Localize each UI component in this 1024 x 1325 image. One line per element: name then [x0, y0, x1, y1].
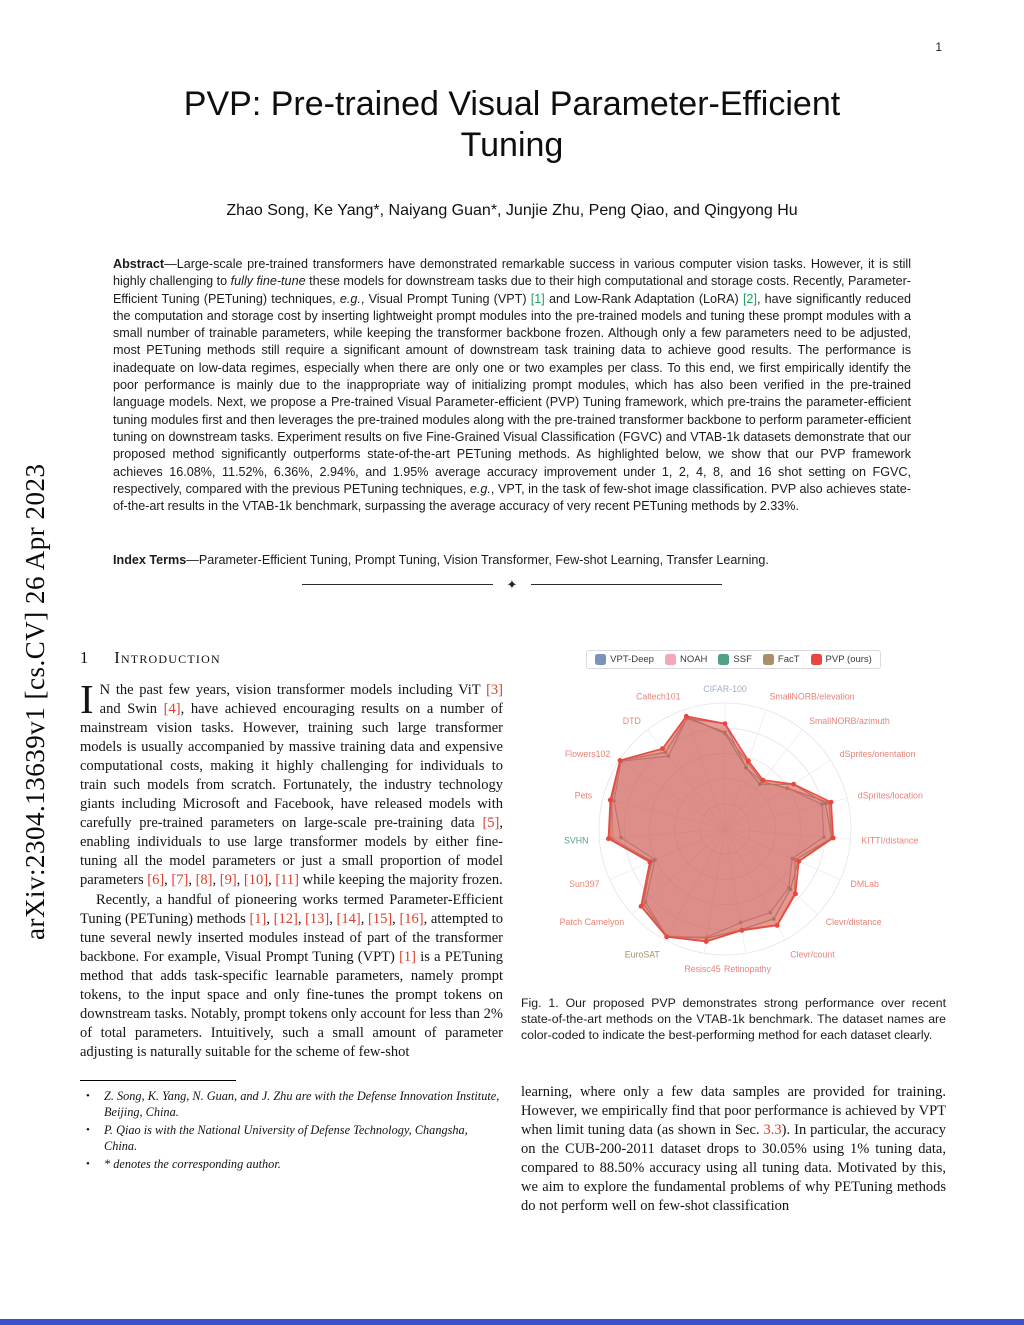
radar-point	[704, 939, 709, 944]
radar-point	[606, 836, 611, 841]
abstract-paragraph: Abstract—Large-scale pre-trained transformers have demonstrated remarkable success in various computer vision tasks. However, it is still highly challenging to fully fine-tune these models for downstream tasks due to their high computational and storage costs. Recently, Parameter-Efficient Tuning (PETuning) techniques, e.g., Visual Prompt Tuning (VPT) [1] and Low-Rank Adaptation (LoRA) [2], have significantly reduced the computation and storage cost by inserting lightweight prompt modules into the pre-trained models and tuning these prompt modules with a small number of trainable parameters, while keeping the transformer backbone frozen. Although only a few parameters need to be adjusted, most PETuning methods still require a significant amount of downstream task training data to achieve good results. The performance is inadequate on low-data regimes, especially when there are only one or two examples per class. To this end, we first empirically identify the poor performance is mainly due to the inappropriate way of initializing prompt modules, which has also been verified in the pre-trained language models. Next, we propose a Pre-trained Visual Parameter-efficient (PVP) Tuning framework, which pre-trains the parameter-efficient tuning modules first and then leverages the pre-trained modules along with the pre-trained transformer backbone to perform parameter-efficient tuning on downstream tasks. Experiment results on five Fine-Grained Visual Classification (FGVC) and VTAB-1k datasets demonstrate that our proposed method significantly outperforms state-of-the-art PETuning methods. As highlighted below, we show that our PVP framework achieves 16.08%, 11.52%, 6.36%, 2.94%, and 1.95% average accuracy improvement under 1, 2, 4, 8, and 16 shot setting on FGVC, respectively, compared with the previous PETuning techniques, e.g., VPT, in the task of few-shot image classification. PVP also achieves state-of-the-art results in the VTAB-1k benchmark, surpassing the average accuracy of very recent PETuning methods by 2.33%.	[113, 257, 911, 514]
footnote-rule	[80, 1080, 236, 1081]
left-column	[80, 648, 503, 1176]
citation-link[interactable]: [5]	[482, 815, 500, 831]
footnote-text: Z. Song, K. Yang, N. Guan, and J. Zhu are with the Defense Innovation Institute, Beijing, China.	[104, 1089, 500, 1119]
legend-box	[586, 650, 881, 669]
citation-link[interactable]: [4]	[163, 701, 181, 717]
citation-link[interactable]: [7]	[171, 872, 189, 888]
radar-category-label: Resisc45	[684, 964, 721, 975]
radar-category-label: KITTI/distance	[861, 835, 919, 846]
legend-label: VPT-Deep	[610, 654, 654, 665]
intro-paragraph-2: Recently, a handful of pioneering works termed Parameter-Efficient Tuning (PETuning) methods [1], [12], [13], [14], [15], [16], attempted to tune several newly inserted modules instead of part of the transformer backbone. For example, Visual Prompt Tuning (VPT) [1] is a PETuning method that adds task-specific learnable parameters, namely prompt tokens, to the input space and only fine-tunes the prompt tokens on downstream tasks. Notably, prompt tokens only account for less than 2% of total parameters. Intuitively, such a small amount of parameter adjusting is naturally suitable for the scheme of few-shot	[80, 892, 504, 1060]
bottom-blue-strip	[0, 1319, 1024, 1325]
radar-category-label: DTD	[622, 715, 641, 726]
intro-paragraph-1	[80, 676, 503, 890]
radar-point	[608, 798, 613, 803]
radar-category-label: dSprites/location	[857, 790, 923, 801]
citation-link[interactable]: [14]	[336, 911, 361, 927]
legend-item	[595, 654, 654, 665]
radar-category-label: Clevr/distance	[825, 916, 882, 927]
citation-link[interactable]: [1]	[399, 949, 416, 965]
radar-category-label: dSprites/orientation	[839, 749, 916, 760]
citation-link[interactable]: [2]	[742, 291, 757, 306]
citation-link[interactable]: [1]	[249, 911, 267, 927]
arxiv-watermark: arXiv:2304.13639v1 [cs.CV] 26 Apr 2023	[20, 463, 50, 940]
radar-category-label: EuroSAT	[624, 949, 660, 960]
section-title: Introduction	[114, 648, 221, 667]
radar-point	[761, 778, 766, 783]
radar-point	[793, 892, 798, 897]
radar-point	[618, 758, 623, 763]
radar-category-label: Clevr/count	[790, 949, 835, 960]
radar-point	[829, 800, 834, 805]
radar-point	[740, 928, 745, 933]
right-column	[521, 648, 946, 1216]
footnote-item	[80, 1123, 503, 1154]
radar-category-label: SmallNORB/azimuth	[809, 715, 890, 726]
footnote-item	[80, 1089, 503, 1120]
diamond-icon: ✦	[506, 577, 518, 592]
radar-point	[746, 758, 751, 763]
citation-link[interactable]: [3]	[486, 682, 503, 698]
radar-category-label: Patch Camelyon	[559, 916, 625, 927]
legend-color-chip	[763, 654, 774, 665]
radar-point	[831, 836, 836, 841]
radar-point	[660, 746, 665, 751]
authors-line: Zhao Song, Ke Yang*, Naiyang Guan*, Junjie Zhu, Peng Qiao, and Qingyong Hu	[226, 202, 798, 219]
figure-1	[521, 650, 946, 1043]
citation-link[interactable]: [16]	[399, 911, 424, 927]
intro-paragraph-1-text: N the past few years, vision transformer models including ViT [3] and Swin [4], have achieved encouraging results on a number of mainstream vision tasks. However, training such large transformer models is usually accompanied by massive training data and expensive computational costs, making it highly challenging for individuals to train such models from scratch. Fortunately, the industry technology giants including Microsoft and Facebook, have released models with carefully pre-trained parameters on large-scale pre-training data [5], enabling individuals to use large transformer models by either fine-tuning all the model parameters or just a small proportion of model parameters [6], [7], [8], [9], [10], [11] while keeping the majority frozen.	[80, 682, 503, 888]
radar-point	[684, 714, 689, 719]
citation-link[interactable]: [13]	[305, 911, 330, 927]
radar-category-label: Flowers102	[564, 749, 611, 760]
divider-line	[531, 584, 722, 585]
radar-category-label: Caltech101	[635, 691, 681, 702]
radar-point	[664, 935, 669, 940]
citation-link[interactable]: 3.3	[763, 1122, 782, 1138]
footnote-text: * denotes the corresponding author.	[104, 1157, 281, 1171]
radar-point	[639, 904, 644, 909]
legend-item	[718, 654, 751, 665]
radar-point	[723, 721, 728, 726]
citation-link[interactable]: [11]	[275, 872, 299, 888]
radar-category-label: SVHN	[564, 835, 589, 846]
citation-link[interactable]: [12]	[273, 911, 298, 927]
legend-label: FacT	[777, 654, 800, 665]
legend-label: NOAH	[679, 654, 708, 665]
citation-link[interactable]: [10]	[243, 872, 269, 888]
legend-item	[665, 654, 707, 665]
drop-cap: I	[80, 676, 94, 722]
radar-chart	[521, 669, 946, 989]
citation-link[interactable]: [8]	[195, 872, 213, 888]
legend-color-chip	[718, 654, 729, 665]
footnote-list	[80, 1089, 503, 1173]
figure-legend	[521, 650, 946, 669]
right-paragraph-1: learning, where only a few data samples are provided for training. However, we empirically find that poor performance is achieved by VPT when limit tuning data (as shown in Sec. 3.3). In particular, the accuracy on the CUB-200-2011 dataset drops to 30.05% using 1% tuning data, compared to 88.50% accuracy using all tuning data. Motivated by this, we aim to explore the fundamental problems of why PETuning methods do not perform well on few-shot classification	[521, 1084, 946, 1214]
bullet-icon: •	[86, 1090, 90, 1102]
page-number: 1	[935, 40, 942, 54]
legend-color-chip	[665, 654, 676, 665]
footnote-text: P. Qiao is with the National University of Defense Technology, Changsha, China.	[104, 1123, 468, 1153]
legend-label: SSF	[733, 654, 752, 665]
bullet-icon: •	[86, 1124, 90, 1136]
legend-item	[763, 654, 800, 665]
citation-link[interactable]: [9]	[219, 872, 237, 888]
citation-link[interactable]: [15]	[368, 911, 393, 927]
legend-color-chip	[811, 654, 822, 665]
index-terms: Index Terms—Parameter-Efficient Tuning, Prompt Tuning, Vision Transformer, Few-shot Learning, Transfer Learning.	[113, 553, 769, 567]
radar-category-label: DMLab	[850, 879, 879, 889]
legend-color-chip	[595, 654, 606, 665]
radar-point	[647, 860, 652, 865]
citation-link[interactable]: [1]	[530, 291, 545, 306]
figure-caption: Fig. 1. Our proposed PVP demonstrates strong performance over recent state-of-the-art methods on the VTAB-1k benchmark. The dataset names are color-coded to indicate the best-performing method for each dataset clearly.	[521, 996, 946, 1042]
paper-title: PVP: Pre-trained Visual Parameter-Efficient Tuning	[183, 85, 841, 164]
legend-item	[811, 654, 872, 665]
divider-line	[302, 584, 493, 585]
radar-point	[791, 782, 796, 787]
section-divider	[302, 578, 722, 591]
radar-category-label: Sun397	[569, 879, 600, 889]
radar-point	[775, 923, 780, 928]
bullet-icon: •	[86, 1158, 90, 1170]
citation-link[interactable]: [6]	[147, 872, 165, 888]
radar-category-label: Pets	[574, 790, 593, 801]
section-heading-introduction	[80, 648, 503, 668]
radar-point	[796, 859, 801, 864]
radar-category-label: Retinopathy	[724, 964, 771, 975]
legend-label: PVP (ours)	[825, 654, 872, 665]
radar-category-label: CIFAR-100	[703, 684, 747, 694]
section-number: 1	[80, 648, 89, 667]
footnote-item	[80, 1157, 503, 1173]
radar-category-label: SmallNORB/elevation	[769, 691, 855, 702]
